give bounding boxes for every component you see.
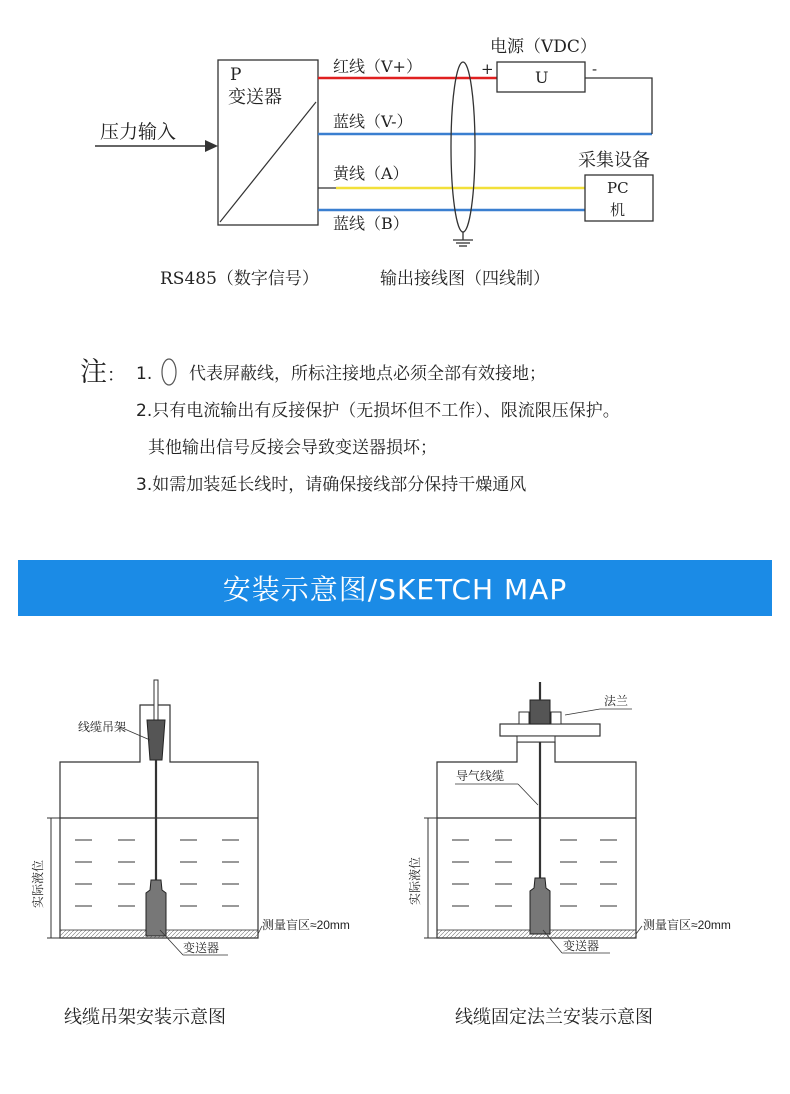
power-plus: + — [481, 60, 494, 78]
note-1 — [136, 358, 546, 386]
shield-line-icon — [158, 358, 180, 386]
power-return-line — [585, 78, 652, 134]
sketch-flange — [395, 660, 790, 980]
level-label-left: 实际液位 — [31, 859, 45, 908]
blind-label-left: 测量盲区≈20mm — [262, 918, 350, 932]
notes-colon: ： — [107, 365, 125, 386]
cable-gland — [530, 700, 550, 724]
section-banner — [18, 560, 772, 616]
note-1-prefix: 1. — [136, 364, 153, 384]
note-1-text: 代表屏蔽线，所标注接地点必须全部有效接地； — [189, 364, 547, 384]
notes-label-text: 注 — [80, 357, 107, 388]
power-label: 电源（VDC） — [490, 37, 597, 57]
shield-ellipse — [451, 62, 475, 232]
pc-label-2: 机 — [610, 201, 626, 219]
power-minus: - — [592, 60, 598, 78]
blind-label-right: 测量盲区≈20mm — [643, 918, 731, 932]
banner-title: 安装示意图/SKETCH MAP — [222, 573, 568, 606]
power-u: U — [535, 68, 549, 87]
flange-bolt-right — [551, 712, 561, 724]
wire-blue1-label: 蓝线（V-） — [333, 112, 413, 131]
level-label-right: 实际液位 — [408, 856, 422, 905]
flange-bolt-left — [519, 712, 529, 724]
transmitter-label-right: 变送器 — [563, 939, 600, 953]
wire-blue2-label: 蓝线（B） — [333, 214, 409, 233]
sketch-hanger — [0, 660, 395, 980]
notes-label — [80, 350, 125, 389]
transmitter-name: 变送器 — [228, 87, 282, 108]
pressure-input-label: 压力输入 — [100, 121, 177, 143]
caption-left: 线缆吊架安装示意图 — [64, 1007, 226, 1028]
pressure-input-arrowhead — [205, 140, 218, 152]
wiring-caption: 输出接线图（四线制） — [380, 269, 550, 289]
note-2: 2.只有电流输出有反接保护（无损坏但不工作）、限流限压保护。 — [136, 401, 620, 421]
caption-right: 线缆固定法兰安装示意图 — [455, 1007, 653, 1028]
wire-yellow-label: 黄线（A） — [333, 164, 409, 183]
transmitter-p: P — [230, 65, 242, 85]
flange-plate — [500, 724, 600, 736]
rs485-caption: RS485（数字信号） — [160, 269, 319, 289]
hanger-label-left: 线缆吊架 — [78, 720, 127, 734]
device-title: 采集设备 — [578, 150, 650, 171]
flange-label: 法兰 — [604, 694, 629, 708]
cable-label: 导气线缆 — [456, 769, 505, 783]
flange-neck — [517, 736, 555, 742]
blind-leader-right — [636, 926, 642, 934]
transmitter-label-left: 变送器 — [183, 941, 220, 955]
pc-label-1: PC — [607, 179, 629, 197]
flange-leader — [565, 709, 600, 715]
wiring-diagram — [0, 0, 790, 300]
note-2b: 其他输出信号反接会导致变送器损坏； — [148, 438, 437, 458]
note-3: 3.如需加装延长线时，请确保接线部分保持干燥通风 — [136, 475, 527, 495]
wire-red-label: 红线（V+） — [333, 57, 422, 76]
